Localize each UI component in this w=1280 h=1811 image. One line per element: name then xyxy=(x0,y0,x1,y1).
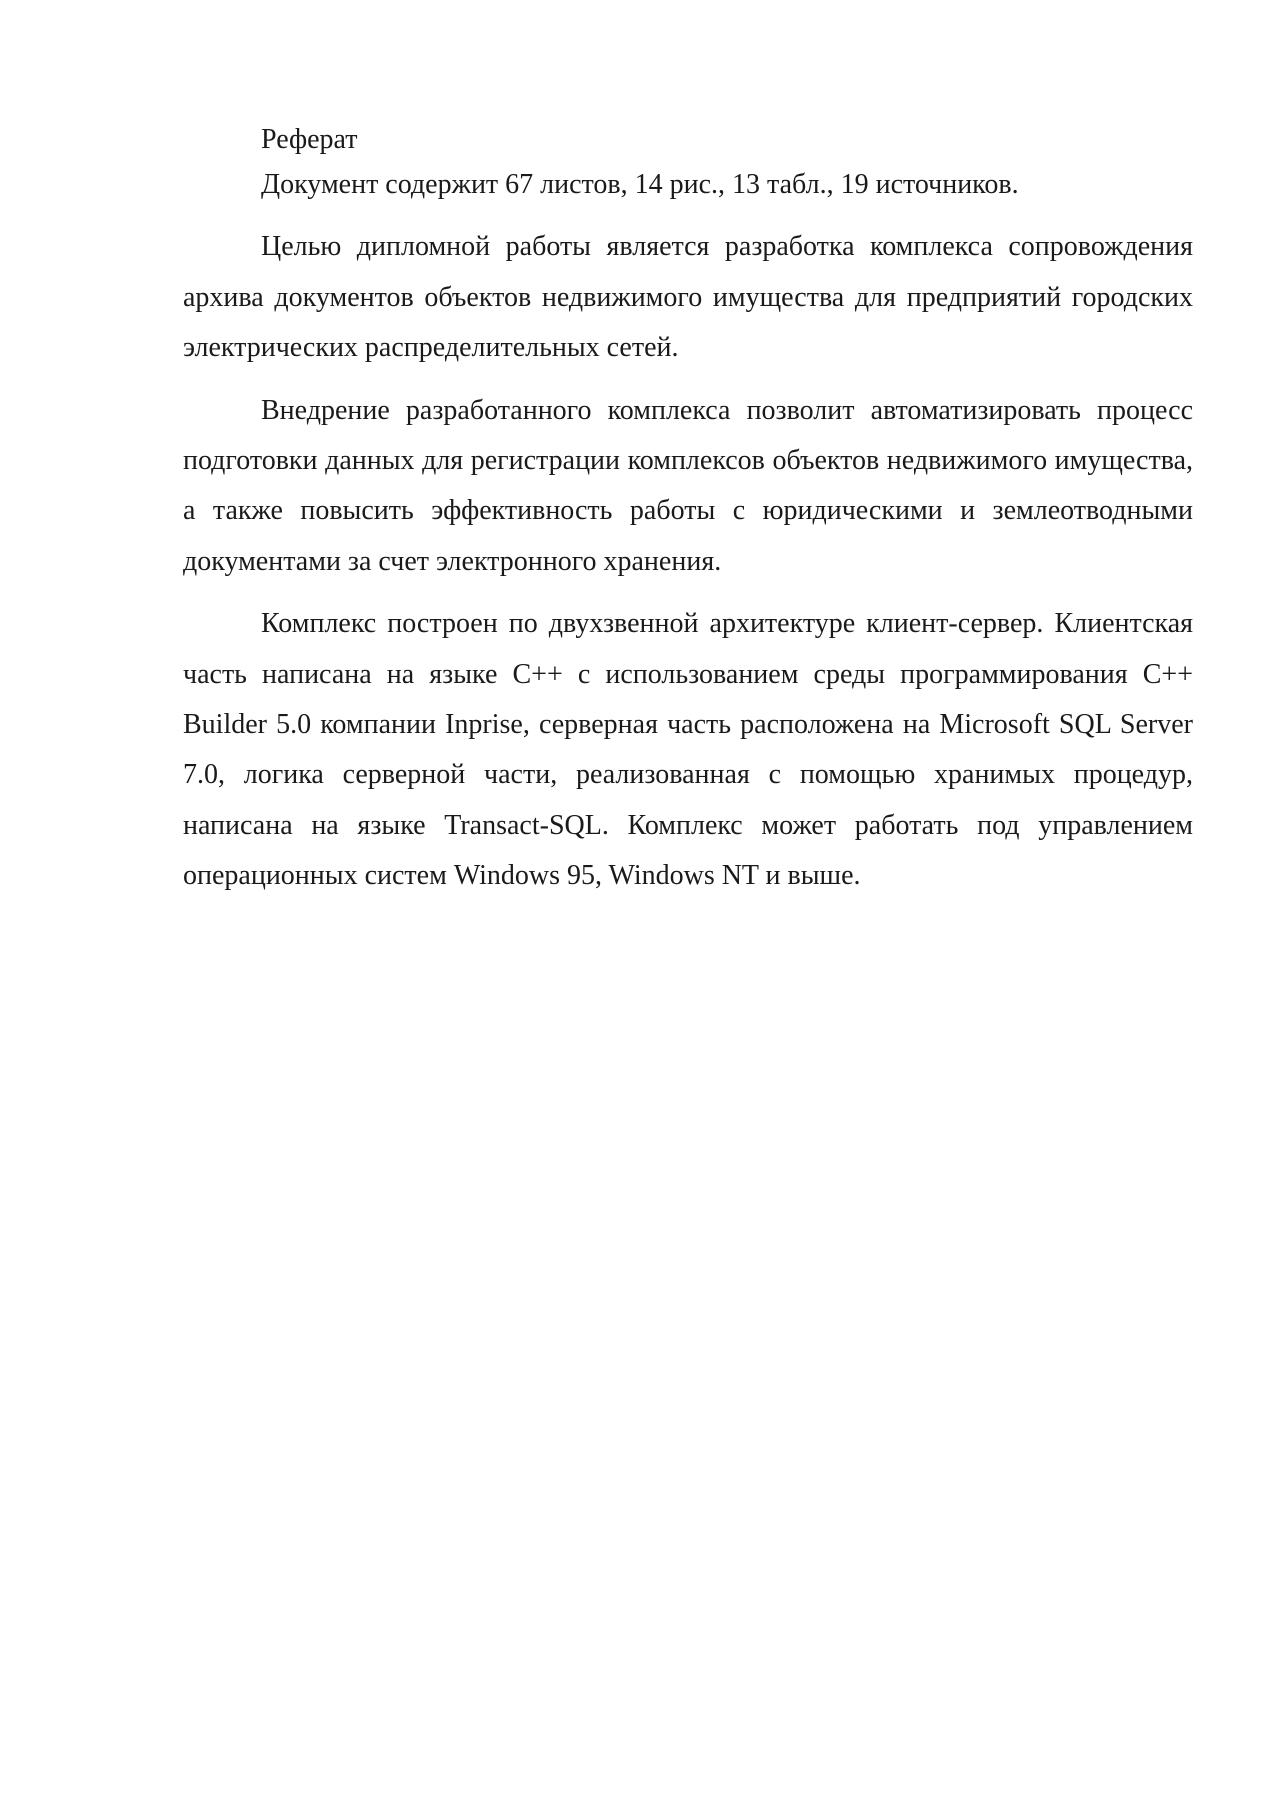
paragraph-goal: Целью дипломной работы является разработка комплекса сопровождения архива документов объектов недвижимого имущества для предприятий городских электрических распределительных сетей. xyxy=(183,231,1193,364)
document-body xyxy=(183,120,1193,914)
paragraph-summary: Документ содержит 67 листов, 14 рис., 13 табл., 19 источников. xyxy=(261,169,1019,200)
paragraph-architecture: Комплекс построен по двухзвенной архитектуре клиент-сервер. Клиентская часть написана на языке C++ с использованием среды программирования C++ Builder 5.0 компании Inprise, серверная часть расположена на Microsoft SQL Server 7.0, логика серверной части, реализованная с помощью хранимых процедур, написана на языке Transact-SQL. Комплекс может работать под управлением операционных систем Windows 95, Windows NT и выше. xyxy=(183,608,1193,892)
document-title: Реферат xyxy=(261,124,358,155)
paragraph-implementation: Внедрение разработанного комплекса позволит автоматизировать процесс подготовки данных для регистрации комплексов объектов недвижимого имущества, а также повысить эффективность работы с юридическими и землеотводными документами за счет электронного хранения. xyxy=(183,394,1193,577)
